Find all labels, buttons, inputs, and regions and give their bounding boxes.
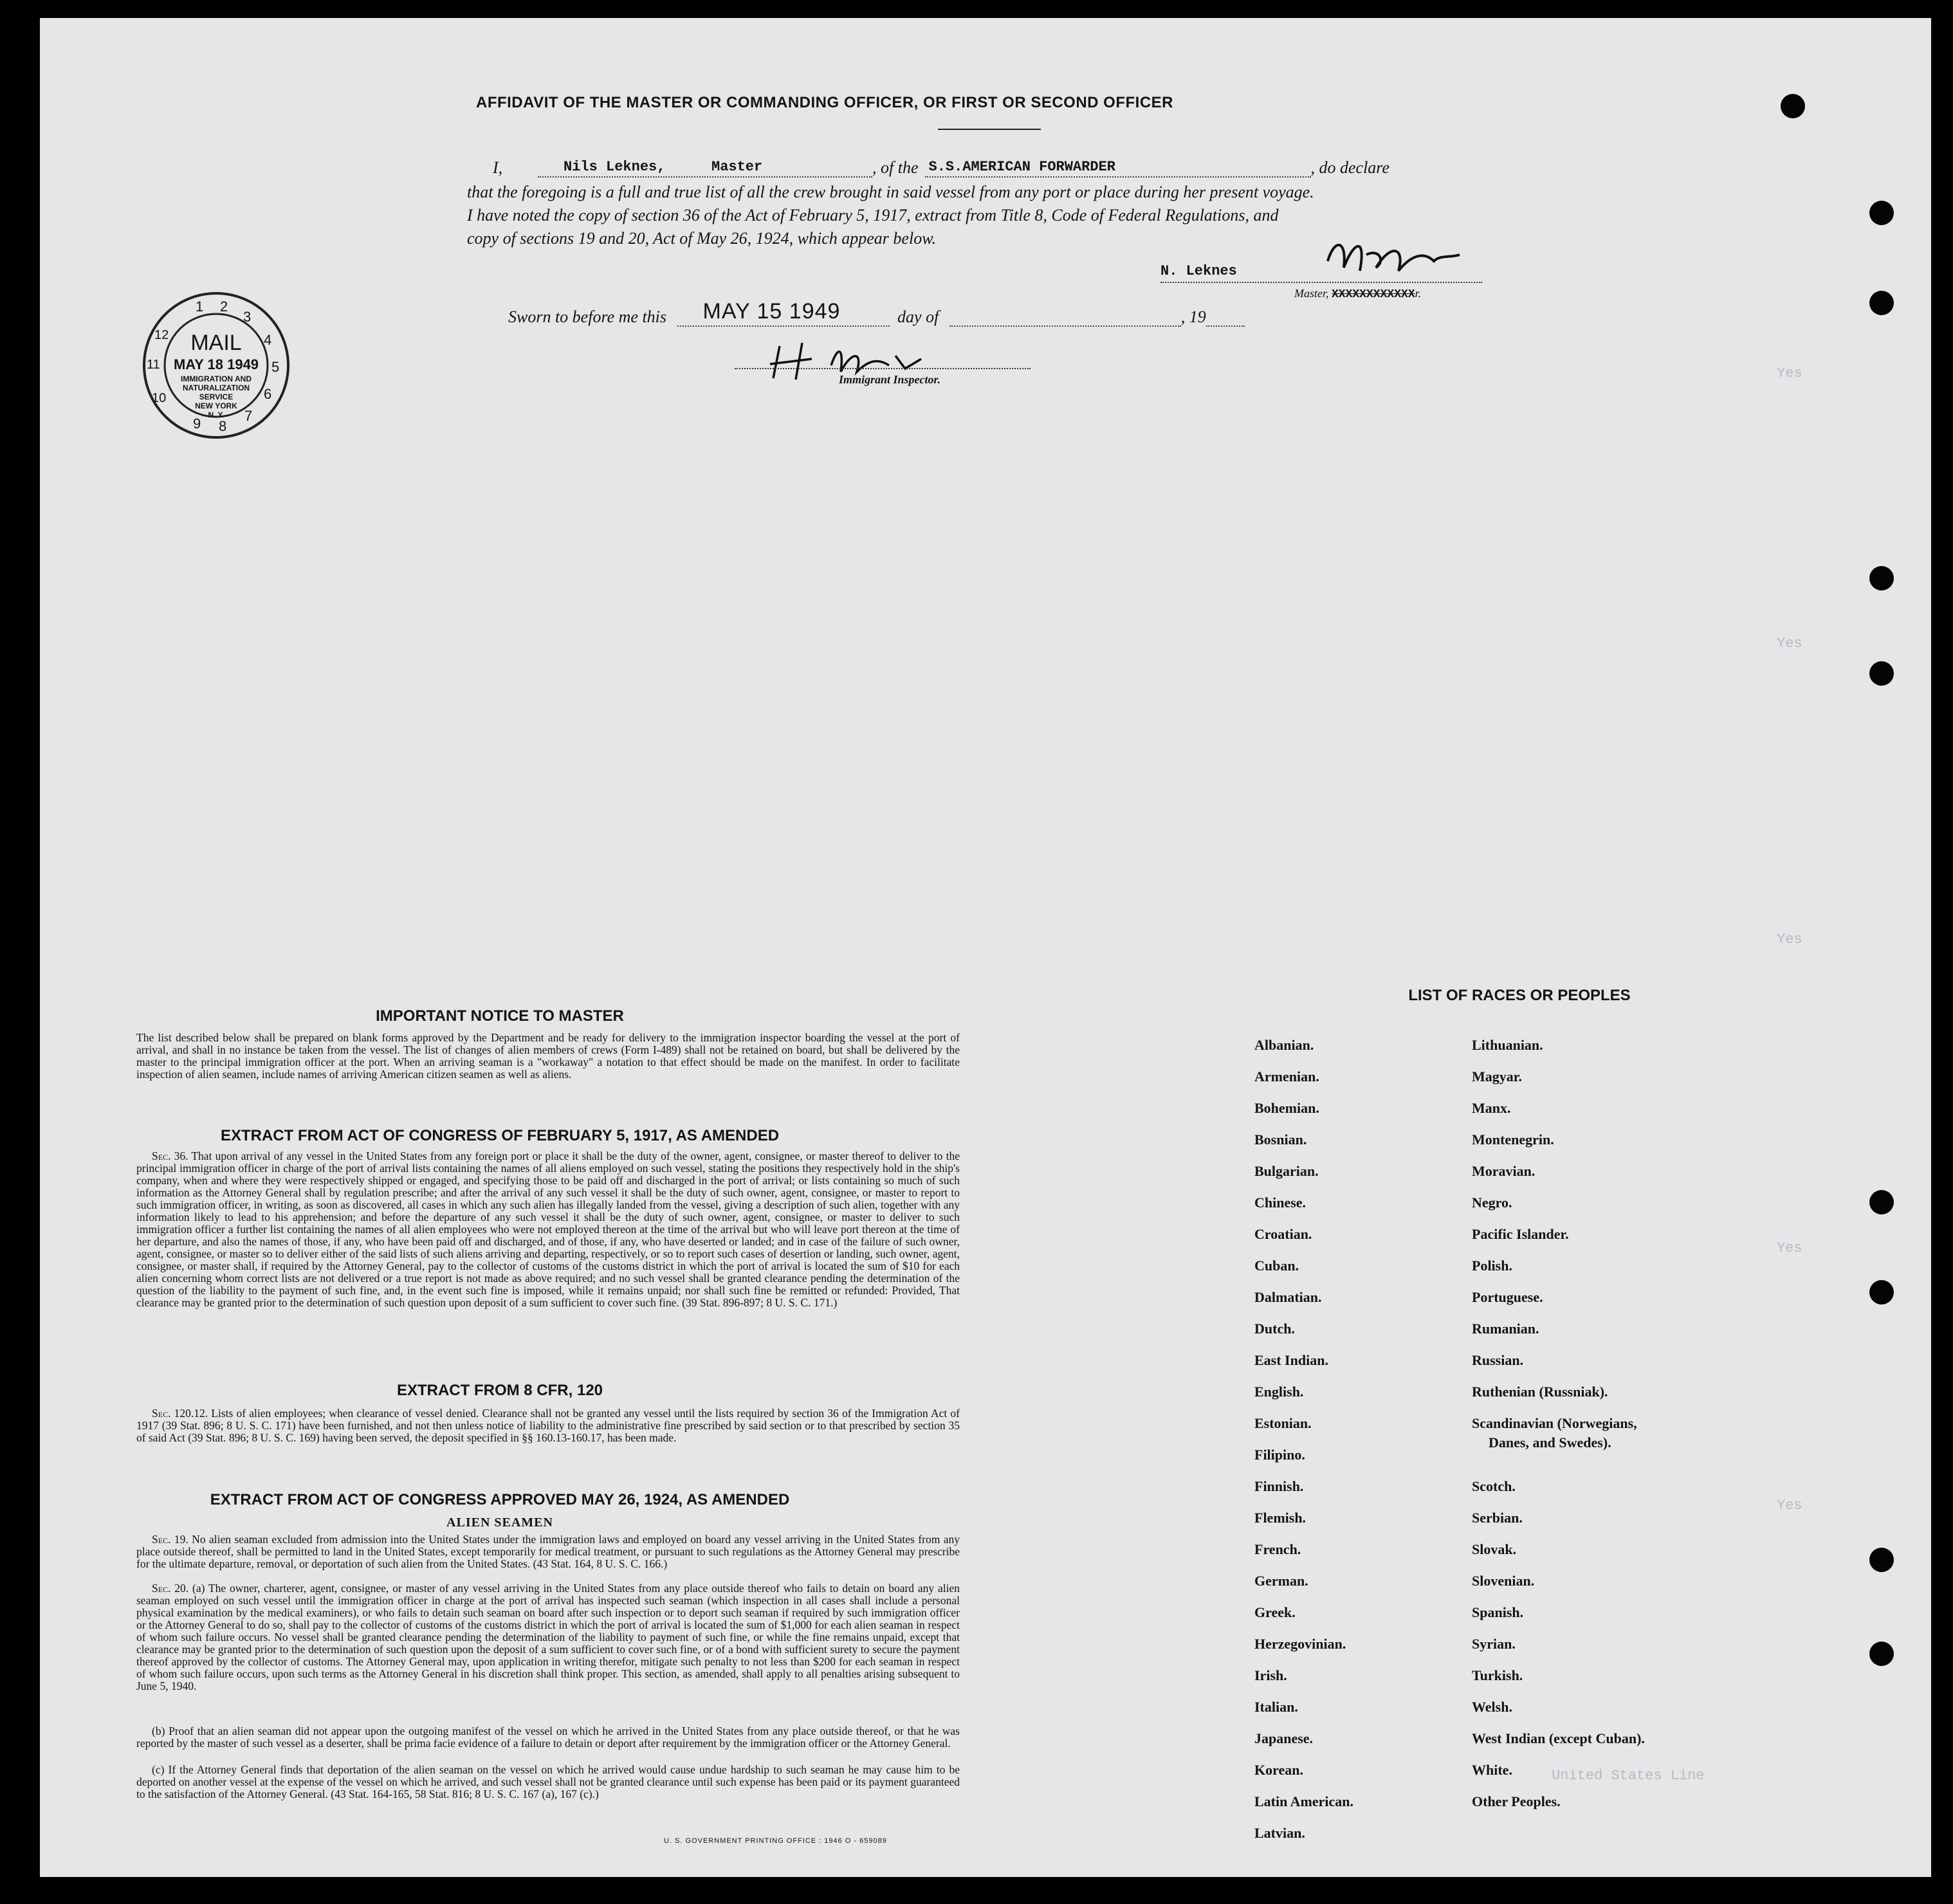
race-item: Polish. xyxy=(1472,1258,1512,1274)
sec-120-text: Lists of alien employees; when clearance of vessel denied. Clearance shall not be granted any vessel until the lists required by section 36 of the Immigration Act of 1917 (39 Stat. 896; 8 U. S. C. 171) have been furnished, and not then unless notice of liability to the administrative fine prescribed by said section or to that prescribed by section 35 of said Act (39 Stat. 896; 8 U. S. C. 169) having been served, the deposit specified in §§ 160.13-160.17, has been made. xyxy=(136,1407,960,1444)
sec-19-label: Sec. 19. xyxy=(152,1533,188,1546)
inspector-caption: Immigrant Inspector. xyxy=(839,373,941,386)
race-item: Italian. xyxy=(1254,1699,1298,1715)
race-item: Pacific Islander. xyxy=(1472,1226,1569,1242)
sec-19-text: No alien seaman excluded from admission into the United States under the immigration laws and employed on board any vessel arriving in the United States from any place outside thereof, shall be permitted to land in the United States, except temporarily for medical treatment, or pursuant to such regulations as the Attorney General may prescribe for the ultimate departure, removal, or deportation of such alien from the United States. (43 Stat. 164, 8 U. S. C. 166.) xyxy=(136,1533,960,1570)
race-item: Negro. xyxy=(1472,1195,1512,1211)
declaration-line-1 xyxy=(467,158,1561,178)
pronoun: I, xyxy=(493,158,503,177)
sec-20a xyxy=(136,1582,960,1692)
race-item: Cuban. xyxy=(1254,1258,1299,1274)
signature-typed: N. Leknes xyxy=(1160,263,1237,279)
sec-20b: (b) Proof that an alien seaman did not appear upon the outgoing manifest of the vessel on which he arrived in the United States from any place outside thereof, or that he was reported by the master of such vessel as a deserter, shall be prima facie evidence of a failure to detain or deport after requirement by the immigration officer or the Attorney General. xyxy=(136,1725,960,1750)
extract-cfr-text xyxy=(136,1407,960,1444)
stamp-line-4: NEW YORK xyxy=(195,401,237,410)
document-sheet: Yes Yes Yes Yes Yes United States Line AFFIDAVIT OF THE MASTER OR COMMANDING OFFICER, OR FIRST OR SECOND OFFICER I, Nils Leknes, Master , of the S.S.AMERICAN FORWARDER , do declare that the foregoing is a full and true list of all the crew brought in said vessel from any port or place during her present voyage. I have noted the copy of section 36 of the Act of February 5, 1917, extract from Title 8, Code of Federal Regulations, and copy of sections 19 and 20, Act of May 26, 1924, which appear below. N. Leknes Master, XXXXXXXXXXXXr. Sworn to before me this MAY 15 1949 day of , 19 Immigrant Inspector. 1 2 3 4 5 6 7 8 9 10 11 12 MAIL MAY 18 1949 IMMIGRATION AND NATURALIZATION SERVICE NEW YORK N. Y. IMPORTANT NOTICE TO MASTER The list described below shall be prepared on blank forms approved by the Department and be ready for delivery to the immigration inspector boarding the vessel at the port of arrival, and shall in no instance be taken from the vessel. The list of changes of alien members of crews (Form I-489) shall not be retained on board, but shall be delivered by the master to the principal immigration officer at the port. When an arriving seaman is a "workaway" a notation to that effect should be made on the manifest. In order to facilitate inspection of alien seamen, include names of arriving American citizen seamen as well as aliens. EXTRACT FROM ACT OF CONGRESS OF FEBRUARY 5, 1917, AS AMENDED Sec. 36. That upon arrival of any vessel in the United States from any foreign port or place it shall be the duty of the owner, agent, consignee, or master thereof to deliver to the principal immigration officer in charge of the port of arrival lists containing the names of all aliens employed on such vessel, stating the positions they respectively hold in the ship's company, when and where they were respectively shipped or engaged, and specifying those to be paid off and discharged in the port of arrival; or lists containing so much of such information as the Attorney General shall by regulation prescribe; and after the arrival of any such vessel it shall be the duty of such owner, agent, consignee, or master to report to such immigration officer, in writing, as soon as discovered, all cases in which any such alien has illegally landed from the vessel, giving a description of such alien, together with any information likely to lead to his apprehension; and before the departure of any such vessel it shall be the duty of such owner, agent, consignee, or master to deliver to such immigration officer a further list containing the names of all alien employees who were not employed thereon at the time of the arrival but who will leave port thereon at the time of her departure, and also the names of those, if any, who have been paid off and discharged, and of those, if any, who have deserted or landed; and in case of the failure of such owner, agent, consignee, or master so to deliver either of the said lists of such aliens arriving and departing, respectively, or so to report such cases of desertion or landing, such owner, agent, consignee, or master shall, if required by the Attorney General, pay to the collector of customs of the customs district in which the port of arrival is located the sum of $10 for each alien concerning whom correct lists are not delivered or a true report is not made as above required; and no such vessel shall be granted clearance pending the determination of the question of the liability to the payment of such fine, and, in the event such fine is imposed, while it remains unpaid; nor shall such fine be remitted or refunded: Provided, That clearance may be granted prior to the determination of such question upon deposit of a sum sufficient to cover such fine. (39 Stat. 896-897; 8 U. S. C. 171.) EXTRACT FROM 8 CFR, 120 Sec. 120.12. Lists of alien employees; when clearance of vessel denied. Clearance shall not be granted any vessel until the lists required by section 36 of the Immigration Act of 1917 (39 Stat. 896; 8 U. S. C. 171) have been furnished, and not then unless notice of liability to the administrative fine prescribed by said section or to that prescribed by section 35 of said Act (39 Stat. 896; 8 U. S. C. 169) having been served, the deposit specified in §§ 160.13-160.17, has been made. EXTRACT FROM ACT OF CONGRESS APPROVED MAY 26, 1924, AS AMENDED ALIEN SEAMEN Sec. 19. No alien seaman excluded from admission into the United States under the immigration laws and employed on board any vessel arriving in the United States from any place outside thereof, shall be permitted to land in the United States, except temporarily for medical treatment, or pursuant to such regulations as the Attorney General may prescribe for the ultimate departure, removal, or deportation of such alien from the United States. (43 Stat. 164, 8 U. S. C. 166.) Sec. 20. (a) The owner, charterer, agent, consignee, or master of any vessel arriving in the United States from any place outside thereof who fails to detain on board any alien seaman employed on such vessel until the immigration officer in charge at the port of arrival has inspected such seaman (which inspection in all cases shall include a personal physical examination by the medical examiners), or who fails to detain such seaman on board after such inspection or to deport such seaman if required by such immigration officer or the Attorney General to do so, shall pay to the collector of customs of the customs district in which the port of arrival is located the sum of $1,000 for each alien seaman in respect of whom such failure occurs. No vessel shall be granted clearance pending the determination of the liability to payment of such fine, or while the fine remains unpaid, except that clearance may be granted prior to the determination of such question upon the deposit of a sum sufficient to cover such fine, or of a bond with sufficient surety to secure the payment thereof approved by the collector of customs. The Attorney General may, upon application in writing therefor, mitigate such penalty to not less than $200 for each seaman in respect of whom such failure occurs, upon such terms as the Attorney General in his discretion shall think proper. This section, as amended, shall apply to all penalties arising subsequent to June 5, 1940. (b) Proof that an alien seaman did not appear upon the outgoing manifest of the vessel on which he arrived in the United States from any place outside thereof, or that he was reported by the master of such vessel as a deserter, shall be prima facie evidence of a failure to detain or deport after requirement by the immigration officer or the Attorney General. (c) If the Attorney General finds that deportation of the alien seaman on the vessel on which he arrived would cause undue hardship to such seaman he may cause him to be deported on another vessel at the expense of the vessel on which he arrived, and such vessel shall not be granted clearance until such expense has been paid or its payment guaranteed to the satisfaction of the Attorney General. (43 Stat. 164-165, 58 Stat. 816; 8 U. S. C. 167 (a), 167 (c).) U. S. GOVERNMENT PRINTING OFFICE : 1946 O - 659089 LIST OF RACES OR PEOPLES Albanian. Armenian. Bohemian. Bosnian. Bulgarian. Chinese. Croatian. Cuban. Dalmatian. Dutch. East Indian. English. Estonian. Filipino. Finnish. Flemish. French. German. Greek. Herzegovinian. Irish. Italian. Japanese. Korean. Latin American. Latvian. Lithuanian. Magyar. Manx. Montenegrin. Moravian. Negro. Pacific Islander. Polish. Portuguese. Rumanian. Russian. Ruthenian (Russniak). Scandinavian (Norwegians, Danes, and Swedes). Scotch. Serbian. Slovak. Slovenian. Spanish. Syrian. Turkish. Welsh. West Indian (except Cuban). White. Other Peoples. xyxy=(40,18,1931,1877)
race-item: West Indian (except Cuban). xyxy=(1472,1730,1645,1746)
race-item: Serbian. xyxy=(1472,1510,1523,1526)
race-item: Latin American. xyxy=(1254,1793,1353,1809)
race-item: Bulgarian. xyxy=(1254,1163,1319,1179)
stamp-number: 7 xyxy=(244,408,253,424)
race-item: Danes, and Swedes). xyxy=(1489,1434,1611,1451)
punch-hole xyxy=(1869,1642,1894,1666)
name-field xyxy=(538,160,872,178)
punch-hole xyxy=(1869,661,1894,686)
race-item: Greek. xyxy=(1254,1604,1296,1620)
inspector-rule xyxy=(735,368,1031,370)
stamp-line-2: NATURALIZATION xyxy=(182,383,250,392)
master-caption xyxy=(1294,287,1421,301)
race-item: Bohemian. xyxy=(1254,1100,1319,1116)
rank-value: Master xyxy=(711,159,763,175)
title-rule xyxy=(938,129,1041,130)
stamp-number: 12 xyxy=(154,328,169,342)
handwritten-signature xyxy=(1321,235,1469,280)
punch-hole xyxy=(1869,566,1894,590)
race-item: Estonian. xyxy=(1254,1415,1312,1431)
race-item: Japanese. xyxy=(1254,1730,1314,1746)
race-item: Magyar. xyxy=(1472,1068,1523,1085)
race-item: Herzegovinian. xyxy=(1254,1636,1346,1652)
stamp-number: 2 xyxy=(220,298,228,315)
master-signature-block xyxy=(1160,260,1237,279)
sec-20-label: Sec. 20. xyxy=(152,1582,189,1595)
race-item: English. xyxy=(1254,1384,1304,1400)
master-caption-tail: r. xyxy=(1415,287,1422,300)
year-field xyxy=(1206,309,1245,327)
sworn-date-stamp: MAY 15 1949 xyxy=(702,299,841,324)
stamp-line-1: IMMIGRATION AND xyxy=(181,374,252,383)
race-item: Bosnian. xyxy=(1254,1131,1307,1148)
of-the-text: , of the xyxy=(872,158,919,177)
race-item: French. xyxy=(1254,1541,1301,1557)
race-item: Lithuanian. xyxy=(1472,1037,1543,1053)
notice-text: The list described below shall be prepared on blank forms approved by the Department and be ready for delivery to the immigration inspector boarding the vessel at the port of arrival, and shall in no instance be taken from the vessel. The list of changes of alien members of crews (Form I-489) shall not be retained on board, but shall be delivered by the master to the principal immigration officer at the port. When an arriving seaman is a "workaway" a notation to that effect should be made on the manifest. In order to facilitate inspection of alien seamen, include names of arriving American citizen seamen as well as aliens. xyxy=(136,1031,960,1081)
races-title: LIST OF RACES OR PEOPLES xyxy=(1408,987,1631,1004)
race-item: Dalmatian. xyxy=(1254,1289,1322,1305)
alien-seamen-subtitle: ALIEN SEAMEN xyxy=(446,1515,553,1530)
race-item: Scandinavian (Norwegians, xyxy=(1472,1415,1637,1431)
race-item: Manx. xyxy=(1472,1100,1511,1116)
punch-hole xyxy=(1869,1280,1894,1304)
affidavit-title: AFFIDAVIT OF THE MASTER OR COMMANDING OFFICER, OR FIRST OR SECOND OFFICER xyxy=(475,94,1174,111)
stamp-number: 8 xyxy=(219,418,227,434)
stamp-number: 11 xyxy=(147,358,160,372)
punch-hole xyxy=(1781,94,1805,118)
extract-1917-text xyxy=(136,1150,960,1309)
race-item: Rumanian. xyxy=(1472,1321,1539,1337)
stamp-number: 10 xyxy=(152,391,167,405)
race-item: Finnish. xyxy=(1254,1478,1304,1494)
race-item: Other Peoples. xyxy=(1472,1793,1561,1809)
stamp-date: MAY 18 1949 xyxy=(173,356,259,372)
race-item: Korean. xyxy=(1254,1762,1303,1778)
race-item: White. xyxy=(1472,1762,1512,1778)
race-item: Slovenian. xyxy=(1472,1573,1535,1589)
races-left-column xyxy=(1254,1037,1353,1856)
race-item: Dutch. xyxy=(1254,1321,1295,1337)
declaration-line-2: that the foregoing is a full and true list of all the crew brought in said vessel from any port or place during her present voyage. xyxy=(467,183,1314,201)
sec-20a-text: (a) The owner, charterer, agent, consignee, or master of any vessel arriving in the United States from any place outside thereof who fails to detain on board any alien seaman employed on such vessel until the immigration officer in charge at the port of arrival has inspected such seaman (which inspection in all cases shall include a personal physical examination by the medical examiners), or who fails to detain such seaman on board after such inspection or to deport such seaman if required by such immigration officer or the Attorney General to do so, shall pay to the collector of customs of the customs district in which the port of arrival is located the sum of $1,000 for each alien seaman in respect of whom such failure occurs. No vessel shall be granted clearance pending the determination of the liability to payment of such fine, or while the fine remains unpaid, except that clearance may be granted prior to the determination of such question upon the deposit of a sum sufficient to cover such fine, or of a bond with sufficient surety to secure the payment thereof approved by the collector of customs. The Attorney General may, upon application in writing therefor, mitigate such penalty to not less than $200 for each seaman in respect of whom such failure occurs, upon such terms as the Attorney General in his discretion shall think proper. This section, as amended, shall apply to all penalties arising subsequent to June 5, 1940. xyxy=(136,1582,960,1692)
vessel-value: S.S.AMERICAN FORWARDER xyxy=(928,159,1115,175)
race-item: Montenegrin. xyxy=(1472,1131,1554,1148)
stamp-number: 4 xyxy=(264,332,272,348)
race-item: Russian. xyxy=(1472,1352,1524,1368)
race-item: Moravian. xyxy=(1472,1163,1536,1179)
race-item: Croatian. xyxy=(1254,1226,1312,1242)
race-item: Armenian. xyxy=(1254,1068,1319,1085)
stamp-line-5: N. Y. xyxy=(208,410,225,419)
race-item: Turkish. xyxy=(1472,1667,1523,1683)
struck-title: XXXXXXXXXXXX xyxy=(1332,288,1415,301)
sworn-line xyxy=(508,299,1344,327)
race-item: Welsh. xyxy=(1472,1699,1512,1715)
race-item: Latvian. xyxy=(1254,1825,1305,1841)
race-item: Filipino. xyxy=(1254,1447,1305,1463)
race-item: Albanian. xyxy=(1254,1037,1314,1053)
extract-cfr-title: EXTRACT FROM 8 CFR, 120 xyxy=(396,1382,603,1399)
name-value: Nils Leknes, xyxy=(564,159,666,175)
master-caption-text: Master, xyxy=(1294,287,1332,300)
sec-20c: (c) If the Attorney General finds that deportation of the alien seaman on the vessel on which he arrived would cause undue hardship to such seaman he may cause him to be deported on another vessel at the expense of the vessel on which he arrived, and such vessel shall not be granted clearance until such expense has been paid or its payment guaranteed to the satisfaction of the Attorney General. (43 Stat. 164-165, 58 Stat. 816; 8 U. S. C. 167 (a), 167 (c).) xyxy=(136,1763,960,1800)
race-item: German. xyxy=(1254,1573,1308,1589)
stamp-number: 1 xyxy=(196,298,204,315)
race-item: Ruthenian (Russniak). xyxy=(1472,1384,1608,1400)
stamp-line-3: SERVICE xyxy=(199,392,234,401)
extract-1924-title: EXTRACT FROM ACT OF CONGRESS APPROVED MAY 26, 1924, AS AMENDED xyxy=(210,1491,790,1508)
year-prefix: , 19 xyxy=(1180,307,1206,326)
race-item: Irish. xyxy=(1254,1667,1287,1683)
races-right-column xyxy=(1472,1037,1645,1825)
day-of-label: day of xyxy=(897,307,939,326)
declaration-line-4: copy of sections 19 and 20, Act of May 26, 1924, which appear below. xyxy=(467,229,937,248)
sec-36-text: That upon arrival of any vessel in the United States from any foreign port or place it shall be the duty of the owner, agent, consignee, or master thereof to deliver to the principal immigration officer in charge of the port of arrival lists containing the names of all aliens employed on such vessel, stating the positions they respectively hold in the ship's company, when and where they were respectively shipped or engaged, and specifying those to be paid off and discharged in the port of arrival; or lists containing so much of such information as the Attorney General shall by regulation prescribe; and after the arrival of any such vessel it shall be the duty of such owner, agent, consignee, or master to report to such immigration officer, in writing, as soon as discovered, all cases in which any such alien has illegally landed from the vessel, giving a description of such alien, together with any information likely to lead to his apprehension; and before the departure of any such vessel it shall be the duty of such owner, agent, consignee, or master to deliver to such immigration officer a further list containing the names of all alien employees who were not employed thereon at the time of the arrival but who will leave port thereon at the time of her departure, and also the names of those, if any, who have been paid off and discharged, and of those, if any, who have deserted or landed; and in case of the failure of such owner, agent, consignee, or master so to deliver either of the said lists of such aliens arriving and departing, respectively, or so to report such cases of desertion or landing, such owner, agent, consignee, or master shall, if required by the Attorney General, pay to the collector of customs of the customs district in which the port of arrival is located the sum of $10 for each alien concerning whom correct lists are not delivered or a true report is not made as above required; and no such vessel shall be granted clearance pending the determination of the question of the liability to the payment of such fine, and, in the event such fine is imposed, while it remains unpaid; nor shall such fine be remitted or refunded: Provided, That clearance may be granted prior to the determination of such question upon deposit of a sum sufficient to cover such fine. (39 Stat. 896-897; 8 U. S. C. 171.) xyxy=(136,1149,960,1309)
race-item: Portuguese. xyxy=(1472,1289,1543,1305)
race-item: East Indian. xyxy=(1254,1352,1328,1368)
race-item: Scotch. xyxy=(1472,1478,1516,1494)
sec-120-label: Sec. 120.12. xyxy=(152,1407,208,1420)
punch-hole xyxy=(1869,1548,1894,1572)
vessel-field xyxy=(925,160,1311,178)
punch-hole xyxy=(1869,201,1894,225)
race-item: Syrian. xyxy=(1472,1636,1516,1652)
sec-36-label: Sec. 36. xyxy=(152,1149,188,1162)
race-item: Chinese. xyxy=(1254,1195,1307,1211)
stamp-number: 9 xyxy=(193,416,201,432)
punch-hole xyxy=(1869,1190,1894,1214)
do-declare-text: , do declare xyxy=(1310,158,1389,177)
extract-1917-title: EXTRACT FROM ACT OF CONGRESS OF FEBRUARY 5, 1917, AS AMENDED xyxy=(220,1127,780,1144)
punch-hole xyxy=(1869,291,1894,315)
gpo-imprint: U. S. GOVERNMENT PRINTING OFFICE : 1946 O - 659089 xyxy=(664,1837,887,1845)
declaration-line-3: I have noted the copy of section 36 of the Act of February 5, 1917, extract from Title 8, Code of Federal Regulations, and xyxy=(467,206,1279,224)
stamp-number: 5 xyxy=(271,359,280,375)
notice-title: IMPORTANT NOTICE TO MASTER xyxy=(376,1007,624,1025)
sec-19 xyxy=(136,1533,960,1570)
stamp-number: 6 xyxy=(264,386,272,402)
race-item: Flemish. xyxy=(1254,1510,1307,1526)
race-item: Slovak. xyxy=(1472,1541,1517,1557)
race-item: Spanish. xyxy=(1472,1604,1524,1620)
master-signature-rule xyxy=(1160,282,1482,284)
stamp-word: MAIL xyxy=(190,331,242,355)
month-field xyxy=(949,309,1181,327)
sworn-date-field xyxy=(677,299,890,327)
sworn-label: Sworn to before me this xyxy=(508,307,667,326)
stamp-number: 3 xyxy=(243,309,252,325)
mail-received-stamp xyxy=(140,289,292,441)
